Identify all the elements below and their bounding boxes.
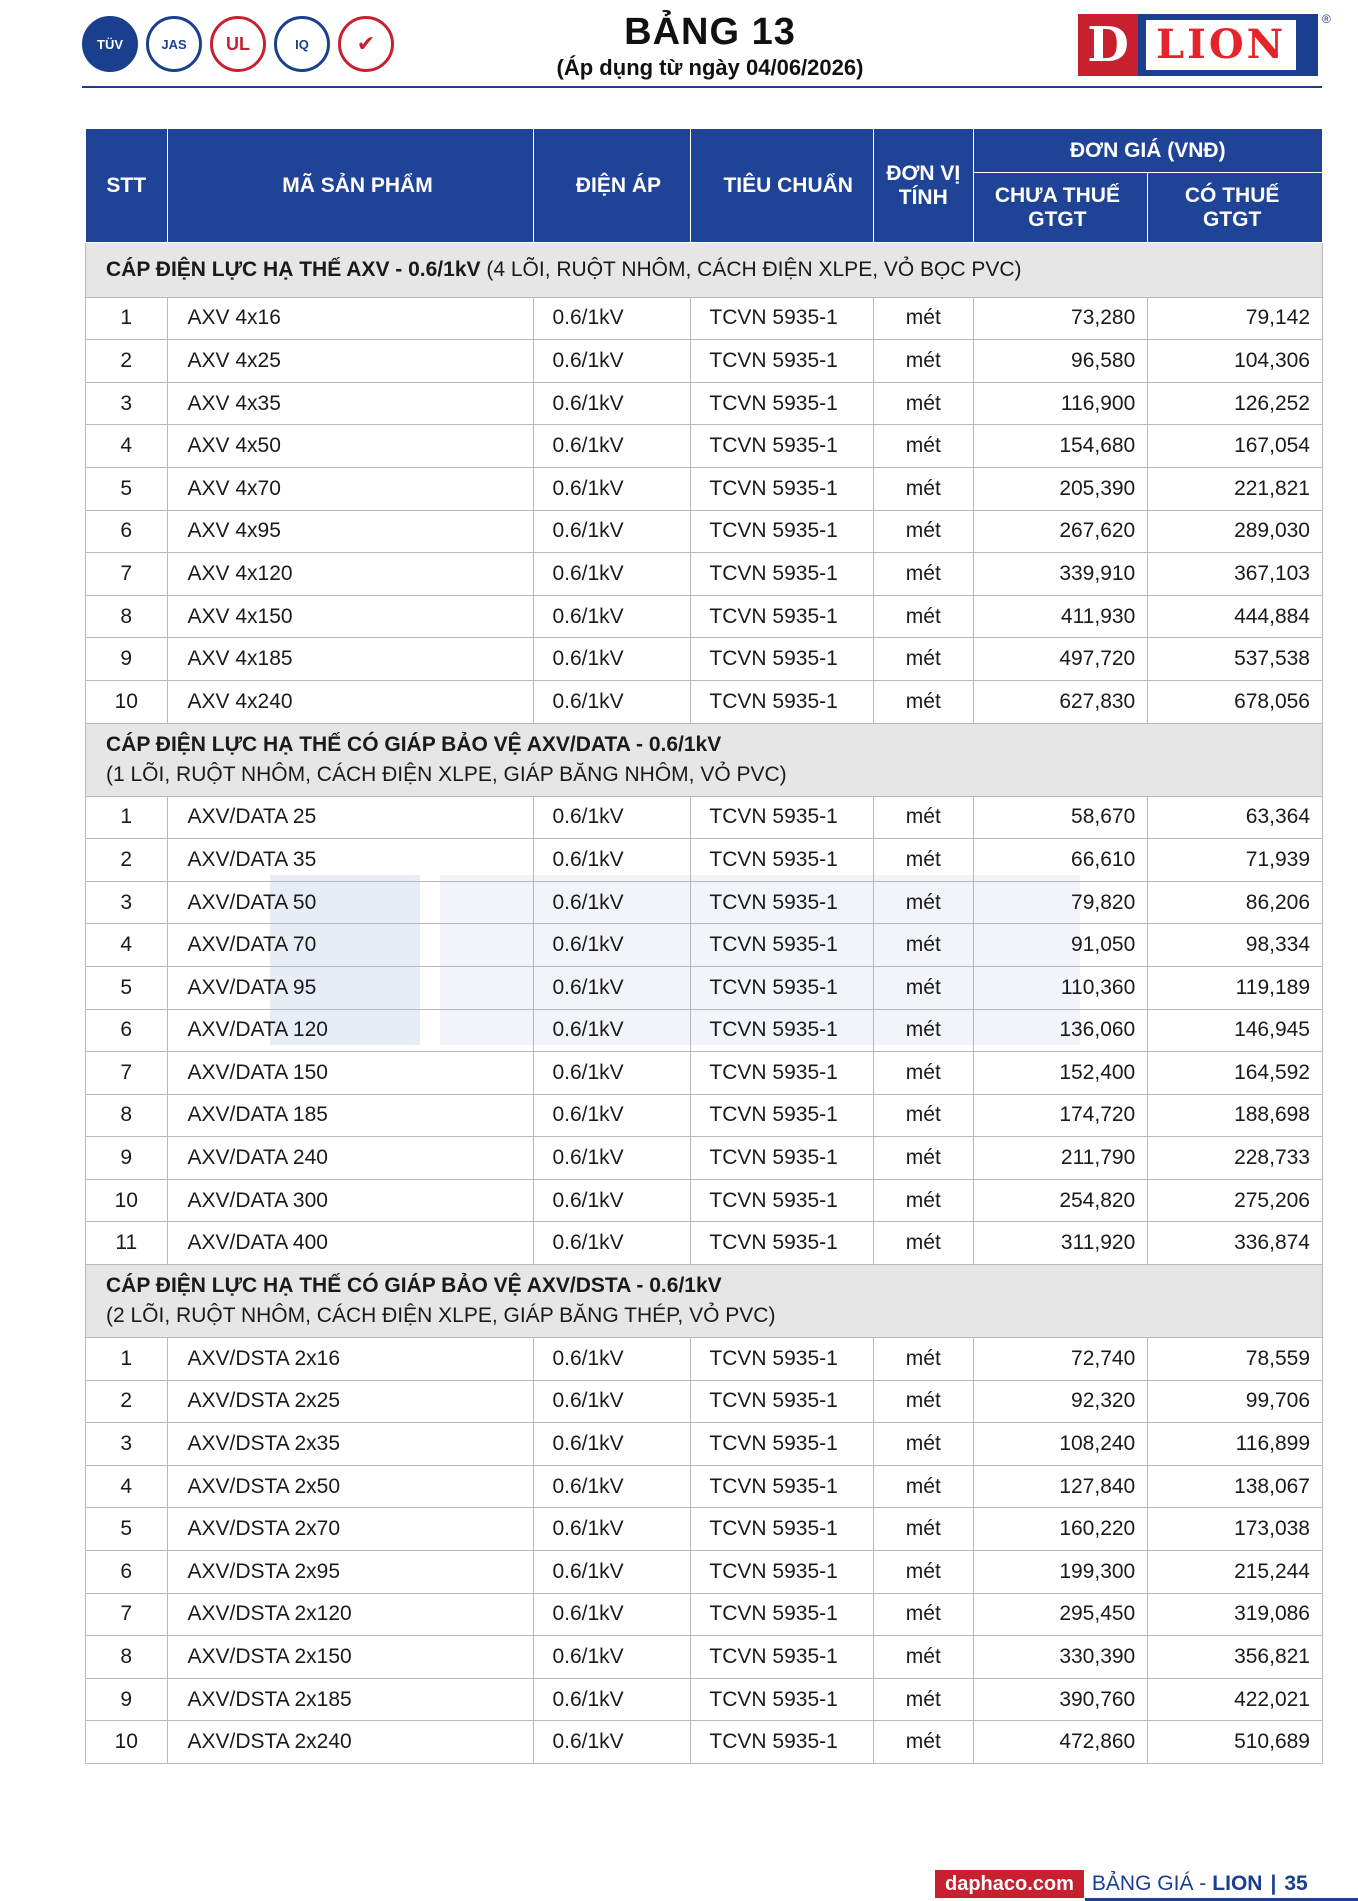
cell-price-incl-vat: 126,252 bbox=[1148, 382, 1323, 425]
table-row bbox=[86, 1508, 1323, 1551]
cell-stt: 8 bbox=[86, 1636, 168, 1679]
cell-voltage: 0.6/1kV bbox=[534, 1636, 691, 1679]
cell-price-excl-vat: 152,400 bbox=[973, 1052, 1148, 1095]
cell-unit: mét bbox=[874, 1137, 974, 1180]
table-row bbox=[86, 680, 1323, 723]
cell-stt: 5 bbox=[86, 1508, 168, 1551]
cell-price-incl-vat: 104,306 bbox=[1148, 340, 1323, 383]
cell-standard: TCVN 5935-1 bbox=[691, 340, 874, 383]
table-row bbox=[86, 1593, 1323, 1636]
cell-price-incl-vat: 367,103 bbox=[1148, 553, 1323, 596]
section-title bbox=[86, 723, 1323, 796]
cell-unit: mét bbox=[874, 680, 974, 723]
section-header bbox=[86, 1265, 1323, 1338]
cell-standard: TCVN 5935-1 bbox=[691, 796, 874, 839]
cell-price-excl-vat: 295,450 bbox=[973, 1593, 1148, 1636]
cell-stt: 5 bbox=[86, 966, 168, 1009]
header-price-group: ĐƠN GIÁ (VNĐ) bbox=[973, 129, 1322, 173]
cell-stt: 1 bbox=[86, 796, 168, 839]
cell-standard: TCVN 5935-1 bbox=[691, 1678, 874, 1721]
cell-price-incl-vat: 221,821 bbox=[1148, 467, 1323, 510]
cell-stt: 3 bbox=[86, 1423, 168, 1466]
cell-voltage: 0.6/1kV bbox=[534, 553, 691, 596]
cell-stt: 2 bbox=[86, 839, 168, 882]
table-row bbox=[86, 1380, 1323, 1423]
header-standard: TIÊU CHUẨN bbox=[691, 129, 874, 243]
cell-unit: mét bbox=[874, 1423, 974, 1466]
cell-price-excl-vat: 497,720 bbox=[973, 638, 1148, 681]
cell-price-incl-vat: 173,038 bbox=[1148, 1508, 1323, 1551]
cell-voltage: 0.6/1kV bbox=[534, 1380, 691, 1423]
cell-stt: 7 bbox=[86, 553, 168, 596]
cell-standard: TCVN 5935-1 bbox=[691, 1721, 874, 1764]
cell-unit: mét bbox=[874, 1009, 974, 1052]
cell-voltage: 0.6/1kV bbox=[534, 595, 691, 638]
cell-voltage: 0.6/1kV bbox=[534, 839, 691, 882]
cell-standard: TCVN 5935-1 bbox=[691, 510, 874, 553]
cell-standard: TCVN 5935-1 bbox=[691, 1222, 874, 1265]
cell-voltage: 0.6/1kV bbox=[534, 680, 691, 723]
table-row bbox=[86, 510, 1323, 553]
section-title bbox=[86, 243, 1323, 298]
cell-price-excl-vat: 311,920 bbox=[973, 1222, 1148, 1265]
cell-product-code: AXV/DSTA 2x25 bbox=[167, 1380, 534, 1423]
cell-product-code: AXV/DSTA 2x50 bbox=[167, 1465, 534, 1508]
cell-price-incl-vat: 98,334 bbox=[1148, 924, 1323, 967]
cell-unit: mét bbox=[874, 425, 974, 468]
cell-product-code: AXV/DATA 95 bbox=[167, 966, 534, 1009]
price-table-body bbox=[86, 243, 1323, 1764]
cell-standard: TCVN 5935-1 bbox=[691, 1380, 874, 1423]
cell-unit: mét bbox=[874, 467, 974, 510]
section-header bbox=[86, 723, 1323, 796]
cell-product-code: AXV 4x95 bbox=[167, 510, 534, 553]
cell-stt: 9 bbox=[86, 638, 168, 681]
cell-unit: mét bbox=[874, 966, 974, 1009]
cell-stt: 8 bbox=[86, 595, 168, 638]
cell-price-excl-vat: 390,760 bbox=[973, 1678, 1148, 1721]
cell-stt: 11 bbox=[86, 1222, 168, 1265]
cell-stt: 1 bbox=[86, 1338, 168, 1381]
cell-stt: 6 bbox=[86, 1551, 168, 1594]
header-voltage: ĐIỆN ÁP bbox=[534, 129, 691, 243]
header-divider bbox=[82, 86, 1322, 88]
cell-unit: mét bbox=[874, 1551, 974, 1594]
cell-product-code: AXV/DATA 150 bbox=[167, 1052, 534, 1095]
cell-standard: TCVN 5935-1 bbox=[691, 595, 874, 638]
table-row bbox=[86, 1338, 1323, 1381]
cell-product-code: AXV/DSTA 2x95 bbox=[167, 1551, 534, 1594]
table-row bbox=[86, 425, 1323, 468]
cell-stt: 3 bbox=[86, 382, 168, 425]
cell-product-code: AXV/DSTA 2x240 bbox=[167, 1721, 534, 1764]
cell-unit: mét bbox=[874, 1380, 974, 1423]
table-row bbox=[86, 297, 1323, 340]
cell-stt: 2 bbox=[86, 1380, 168, 1423]
cell-unit: mét bbox=[874, 1465, 974, 1508]
cell-stt: 4 bbox=[86, 425, 168, 468]
cell-price-incl-vat: 537,538 bbox=[1148, 638, 1323, 681]
price-table bbox=[85, 128, 1323, 1764]
cell-price-incl-vat: 167,054 bbox=[1148, 425, 1323, 468]
cell-price-incl-vat: 119,189 bbox=[1148, 966, 1323, 1009]
cell-unit: mét bbox=[874, 1721, 974, 1764]
cell-stt: 7 bbox=[86, 1052, 168, 1095]
cell-price-incl-vat: 228,733 bbox=[1148, 1137, 1323, 1180]
cell-voltage: 0.6/1kV bbox=[534, 966, 691, 1009]
table-row bbox=[86, 881, 1323, 924]
cell-standard: TCVN 5935-1 bbox=[691, 1551, 874, 1594]
table-row bbox=[86, 1423, 1323, 1466]
table-row bbox=[86, 340, 1323, 383]
cell-standard: TCVN 5935-1 bbox=[691, 881, 874, 924]
table-row bbox=[86, 796, 1323, 839]
cell-voltage: 0.6/1kV bbox=[534, 881, 691, 924]
cell-product-code: AXV/DSTA 2x185 bbox=[167, 1678, 534, 1721]
cell-unit: mét bbox=[874, 510, 974, 553]
cell-stt: 10 bbox=[86, 680, 168, 723]
cell-product-code: AXV 4x50 bbox=[167, 425, 534, 468]
table-row bbox=[86, 638, 1323, 681]
cell-standard: TCVN 5935-1 bbox=[691, 467, 874, 510]
cell-voltage: 0.6/1kV bbox=[534, 1338, 691, 1381]
cell-standard: TCVN 5935-1 bbox=[691, 297, 874, 340]
cell-standard: TCVN 5935-1 bbox=[691, 1052, 874, 1095]
cell-unit: mét bbox=[874, 839, 974, 882]
cell-product-code: AXV 4x150 bbox=[167, 595, 534, 638]
cell-price-incl-vat: 78,559 bbox=[1148, 1338, 1323, 1381]
cell-price-excl-vat: 96,580 bbox=[973, 340, 1148, 383]
cell-product-code: AXV/DATA 70 bbox=[167, 924, 534, 967]
cell-standard: TCVN 5935-1 bbox=[691, 1593, 874, 1636]
table-row bbox=[86, 1179, 1323, 1222]
cell-product-code: AXV/DATA 185 bbox=[167, 1094, 534, 1137]
cell-voltage: 0.6/1kV bbox=[534, 1423, 691, 1466]
header-price-incl-vat: CÓ THUẾ GTGT bbox=[1148, 173, 1323, 243]
footer-site: daphaco.com bbox=[935, 1870, 1084, 1898]
cell-price-incl-vat: 319,086 bbox=[1148, 1593, 1323, 1636]
table-row bbox=[86, 467, 1323, 510]
cell-unit: mét bbox=[874, 595, 974, 638]
cell-unit: mét bbox=[874, 1636, 974, 1679]
table-row bbox=[86, 1636, 1323, 1679]
cell-stt: 5 bbox=[86, 467, 168, 510]
cell-product-code: AXV/DATA 300 bbox=[167, 1179, 534, 1222]
cell-standard: TCVN 5935-1 bbox=[691, 1094, 874, 1137]
cell-stt: 6 bbox=[86, 1009, 168, 1052]
cell-price-incl-vat: 116,899 bbox=[1148, 1423, 1323, 1466]
table-row bbox=[86, 1052, 1323, 1095]
cell-standard: TCVN 5935-1 bbox=[691, 1009, 874, 1052]
cell-price-excl-vat: 91,050 bbox=[973, 924, 1148, 967]
table-row bbox=[86, 1222, 1323, 1265]
footer-separator: | bbox=[1270, 1872, 1277, 1895]
table-row bbox=[86, 1551, 1323, 1594]
cell-voltage: 0.6/1kV bbox=[534, 467, 691, 510]
page-title: BẢNG 13 bbox=[624, 11, 796, 53]
cell-price-excl-vat: 160,220 bbox=[973, 1508, 1148, 1551]
table-row bbox=[86, 839, 1323, 882]
cell-stt: 4 bbox=[86, 1465, 168, 1508]
cell-voltage: 0.6/1kV bbox=[534, 796, 691, 839]
cell-price-incl-vat: 71,939 bbox=[1148, 839, 1323, 882]
section-title-bold: CÁP ĐIỆN LỰC HẠ THẾ AXV - 0.6/1kV bbox=[106, 257, 481, 281]
section-title-bold: CÁP ĐIỆN LỰC HẠ THẾ CÓ GIÁP BẢO VỆ AXV/DATA - 0.6/1kV bbox=[106, 732, 722, 756]
cell-unit: mét bbox=[874, 1508, 974, 1551]
cell-stt: 7 bbox=[86, 1593, 168, 1636]
table-row bbox=[86, 382, 1323, 425]
cell-price-excl-vat: 116,900 bbox=[973, 382, 1148, 425]
cell-standard: TCVN 5935-1 bbox=[691, 425, 874, 468]
cell-price-excl-vat: 73,280 bbox=[973, 297, 1148, 340]
section-title-detail: (1 LÕI, RUỘT NHÔM, CÁCH ĐIỆN XLPE, GIÁP BĂNG NHÔM, VỎ PVC) bbox=[106, 762, 787, 786]
cell-product-code: AXV/DSTA 2x150 bbox=[167, 1636, 534, 1679]
cell-price-incl-vat: 138,067 bbox=[1148, 1465, 1323, 1508]
cell-standard: TCVN 5935-1 bbox=[691, 1179, 874, 1222]
cell-price-incl-vat: 289,030 bbox=[1148, 510, 1323, 553]
cell-stt: 9 bbox=[86, 1137, 168, 1180]
cell-standard: TCVN 5935-1 bbox=[691, 638, 874, 681]
header-unit: ĐƠN VỊ TÍNH bbox=[874, 129, 974, 243]
table-row bbox=[86, 1009, 1323, 1052]
cell-standard: TCVN 5935-1 bbox=[691, 839, 874, 882]
cell-standard: TCVN 5935-1 bbox=[691, 382, 874, 425]
lion-logo-mark: D bbox=[1078, 14, 1138, 76]
cell-product-code: AXV/DATA 50 bbox=[167, 881, 534, 924]
cell-unit: mét bbox=[874, 924, 974, 967]
table-row bbox=[86, 1137, 1323, 1180]
cell-price-incl-vat: 86,206 bbox=[1148, 881, 1323, 924]
cell-price-excl-vat: 411,930 bbox=[973, 595, 1148, 638]
cell-stt: 8 bbox=[86, 1094, 168, 1137]
table-row bbox=[86, 1094, 1323, 1137]
cell-price-excl-vat: 92,320 bbox=[973, 1380, 1148, 1423]
cell-voltage: 0.6/1kV bbox=[534, 1094, 691, 1137]
footer-brand: LION bbox=[1212, 1872, 1263, 1895]
cell-unit: mét bbox=[874, 1222, 974, 1265]
cell-price-incl-vat: 188,698 bbox=[1148, 1094, 1323, 1137]
cell-stt: 4 bbox=[86, 924, 168, 967]
cell-product-code: AXV 4x240 bbox=[167, 680, 534, 723]
cell-voltage: 0.6/1kV bbox=[534, 1465, 691, 1508]
cell-standard: TCVN 5935-1 bbox=[691, 1137, 874, 1180]
header-price-excl-vat: CHƯA THUẾ GTGT bbox=[973, 173, 1148, 243]
cell-product-code: AXV/DATA 35 bbox=[167, 839, 534, 882]
registered-mark: ® bbox=[1322, 12, 1331, 26]
cell-price-incl-vat: 336,874 bbox=[1148, 1222, 1323, 1265]
cell-price-incl-vat: 63,364 bbox=[1148, 796, 1323, 839]
cell-product-code: AXV 4x35 bbox=[167, 382, 534, 425]
cell-unit: mét bbox=[874, 881, 974, 924]
cell-standard: TCVN 5935-1 bbox=[691, 1636, 874, 1679]
cell-unit: mét bbox=[874, 1052, 974, 1095]
cell-voltage: 0.6/1kV bbox=[534, 340, 691, 383]
table-row bbox=[86, 553, 1323, 596]
cell-product-code: AXV/DATA 400 bbox=[167, 1222, 534, 1265]
cell-price-excl-vat: 472,860 bbox=[973, 1721, 1148, 1764]
cell-unit: mét bbox=[874, 297, 974, 340]
cell-unit: mét bbox=[874, 638, 974, 681]
section-title-bold: CÁP ĐIỆN LỰC HẠ THẾ CÓ GIÁP BẢO VỆ AXV/DSTA - 0.6/1kV bbox=[106, 1274, 722, 1298]
cell-product-code: AXV/DSTA 2x120 bbox=[167, 1593, 534, 1636]
cell-product-code: AXV 4x70 bbox=[167, 467, 534, 510]
cell-price-incl-vat: 422,021 bbox=[1148, 1678, 1323, 1721]
cell-price-excl-vat: 339,910 bbox=[973, 553, 1148, 596]
cell-price-incl-vat: 99,706 bbox=[1148, 1380, 1323, 1423]
cell-stt: 2 bbox=[86, 340, 168, 383]
cell-price-excl-vat: 58,670 bbox=[973, 796, 1148, 839]
cell-product-code: AXV/DATA 240 bbox=[167, 1137, 534, 1180]
cell-product-code: AXV 4x16 bbox=[167, 297, 534, 340]
cell-stt: 9 bbox=[86, 1678, 168, 1721]
cell-standard: TCVN 5935-1 bbox=[691, 680, 874, 723]
cell-stt: 3 bbox=[86, 881, 168, 924]
cell-price-excl-vat: 199,300 bbox=[973, 1551, 1148, 1594]
cell-price-incl-vat: 510,689 bbox=[1148, 1721, 1323, 1764]
cell-price-excl-vat: 254,820 bbox=[973, 1179, 1148, 1222]
cell-voltage: 0.6/1kV bbox=[534, 924, 691, 967]
cell-product-code: AXV/DSTA 2x70 bbox=[167, 1508, 534, 1551]
cell-voltage: 0.6/1kV bbox=[534, 1137, 691, 1180]
cell-voltage: 0.6/1kV bbox=[534, 382, 691, 425]
cell-unit: mét bbox=[874, 340, 974, 383]
cell-price-excl-vat: 211,790 bbox=[973, 1137, 1148, 1180]
cell-price-incl-vat: 275,206 bbox=[1148, 1179, 1323, 1222]
table-row bbox=[86, 1465, 1323, 1508]
cell-product-code: AXV/DSTA 2x16 bbox=[167, 1338, 534, 1381]
cell-price-excl-vat: 205,390 bbox=[973, 467, 1148, 510]
cell-voltage: 0.6/1kV bbox=[534, 1179, 691, 1222]
table-row bbox=[86, 924, 1323, 967]
cell-price-excl-vat: 174,720 bbox=[973, 1094, 1148, 1137]
cell-stt: 1 bbox=[86, 297, 168, 340]
cell-voltage: 0.6/1kV bbox=[534, 1508, 691, 1551]
table-row bbox=[86, 595, 1323, 638]
cell-standard: TCVN 5935-1 bbox=[691, 966, 874, 1009]
cell-unit: mét bbox=[874, 1593, 974, 1636]
cell-standard: TCVN 5935-1 bbox=[691, 1338, 874, 1381]
jas-anz-cert-icon: JAS bbox=[146, 16, 202, 72]
cell-price-excl-vat: 79,820 bbox=[973, 881, 1148, 924]
section-title bbox=[86, 1265, 1323, 1338]
cell-voltage: 0.6/1kV bbox=[534, 638, 691, 681]
cell-price-excl-vat: 627,830 bbox=[973, 680, 1148, 723]
cell-product-code: AXV/DSTA 2x35 bbox=[167, 1423, 534, 1466]
section-title-detail: (2 LÕI, RUỘT NHÔM, CÁCH ĐIỆN XLPE, GIÁP BĂNG THÉP, VỎ PVC) bbox=[106, 1304, 776, 1328]
page-number: 35 bbox=[1284, 1872, 1308, 1895]
footer bbox=[935, 1870, 1308, 1898]
cell-price-excl-vat: 127,840 bbox=[973, 1465, 1148, 1508]
cell-price-incl-vat: 79,142 bbox=[1148, 297, 1323, 340]
iqnet-cert-icon: IQ bbox=[274, 16, 330, 72]
cell-standard: TCVN 5935-1 bbox=[691, 1508, 874, 1551]
cell-voltage: 0.6/1kV bbox=[534, 1678, 691, 1721]
cell-price-incl-vat: 678,056 bbox=[1148, 680, 1323, 723]
section-header bbox=[86, 243, 1323, 298]
cell-price-excl-vat: 72,740 bbox=[973, 1338, 1148, 1381]
cell-standard: TCVN 5935-1 bbox=[691, 924, 874, 967]
cell-price-incl-vat: 444,884 bbox=[1148, 595, 1323, 638]
cell-unit: mét bbox=[874, 1094, 974, 1137]
cell-standard: TCVN 5935-1 bbox=[691, 553, 874, 596]
cell-price-incl-vat: 356,821 bbox=[1148, 1636, 1323, 1679]
tuv-cert-icon: TÜV bbox=[82, 16, 138, 72]
cell-voltage: 0.6/1kV bbox=[534, 1551, 691, 1594]
cell-product-code: AXV 4x185 bbox=[167, 638, 534, 681]
cell-stt: 10 bbox=[86, 1179, 168, 1222]
cell-price-excl-vat: 330,390 bbox=[973, 1636, 1148, 1679]
cell-voltage: 0.6/1kV bbox=[534, 1593, 691, 1636]
cell-unit: mét bbox=[874, 553, 974, 596]
cell-price-incl-vat: 146,945 bbox=[1148, 1009, 1323, 1052]
cell-price-excl-vat: 136,060 bbox=[973, 1009, 1148, 1052]
cell-product-code: AXV 4x25 bbox=[167, 340, 534, 383]
cell-unit: mét bbox=[874, 382, 974, 425]
lion-logo bbox=[1078, 14, 1318, 76]
cell-price-incl-vat: 164,592 bbox=[1148, 1052, 1323, 1095]
cell-standard: TCVN 5935-1 bbox=[691, 1423, 874, 1466]
cell-unit: mét bbox=[874, 796, 974, 839]
cell-voltage: 0.6/1kV bbox=[534, 297, 691, 340]
cell-price-excl-vat: 267,620 bbox=[973, 510, 1148, 553]
cell-price-excl-vat: 110,360 bbox=[973, 966, 1148, 1009]
table-row bbox=[86, 1678, 1323, 1721]
cell-price-excl-vat: 108,240 bbox=[973, 1423, 1148, 1466]
footer-label: BẢNG GIÁ - bbox=[1091, 1872, 1207, 1895]
table-row bbox=[86, 1721, 1323, 1764]
section-title-detail: (4 LÕI, RUỘT NHÔM, CÁCH ĐIỆN XLPE, VỎ BỌC PVC) bbox=[480, 257, 1022, 281]
cell-price-excl-vat: 66,610 bbox=[973, 839, 1148, 882]
cell-voltage: 0.6/1kV bbox=[534, 1721, 691, 1764]
ul-cert-icon: UL bbox=[210, 16, 266, 72]
cell-unit: mét bbox=[874, 1338, 974, 1381]
cell-voltage: 0.6/1kV bbox=[534, 510, 691, 553]
cell-standard: TCVN 5935-1 bbox=[691, 1465, 874, 1508]
cell-voltage: 0.6/1kV bbox=[534, 1009, 691, 1052]
header-stt: STT bbox=[86, 129, 168, 243]
cell-voltage: 0.6/1kV bbox=[534, 425, 691, 468]
cell-voltage: 0.6/1kV bbox=[534, 1222, 691, 1265]
cell-unit: mét bbox=[874, 1678, 974, 1721]
page-subtitle: (Áp dụng từ ngày 04/06/2026) bbox=[556, 55, 864, 80]
cell-unit: mét bbox=[874, 1179, 974, 1222]
table-row bbox=[86, 966, 1323, 1009]
cell-price-incl-vat: 215,244 bbox=[1148, 1551, 1323, 1594]
cell-voltage: 0.6/1kV bbox=[534, 1052, 691, 1095]
cell-product-code: AXV/DATA 25 bbox=[167, 796, 534, 839]
cell-stt: 6 bbox=[86, 510, 168, 553]
cell-product-code: AXV/DATA 120 bbox=[167, 1009, 534, 1052]
vietnam-quality-cert-icon: ✔ bbox=[338, 16, 394, 72]
cell-product-code: AXV 4x120 bbox=[167, 553, 534, 596]
cell-price-excl-vat: 154,680 bbox=[973, 425, 1148, 468]
title-block bbox=[430, 10, 990, 82]
certification-logos bbox=[82, 16, 394, 72]
cell-stt: 10 bbox=[86, 1721, 168, 1764]
lion-logo-text: LION bbox=[1146, 20, 1296, 70]
header-product-code: MÃ SẢN PHẨM bbox=[167, 129, 534, 243]
